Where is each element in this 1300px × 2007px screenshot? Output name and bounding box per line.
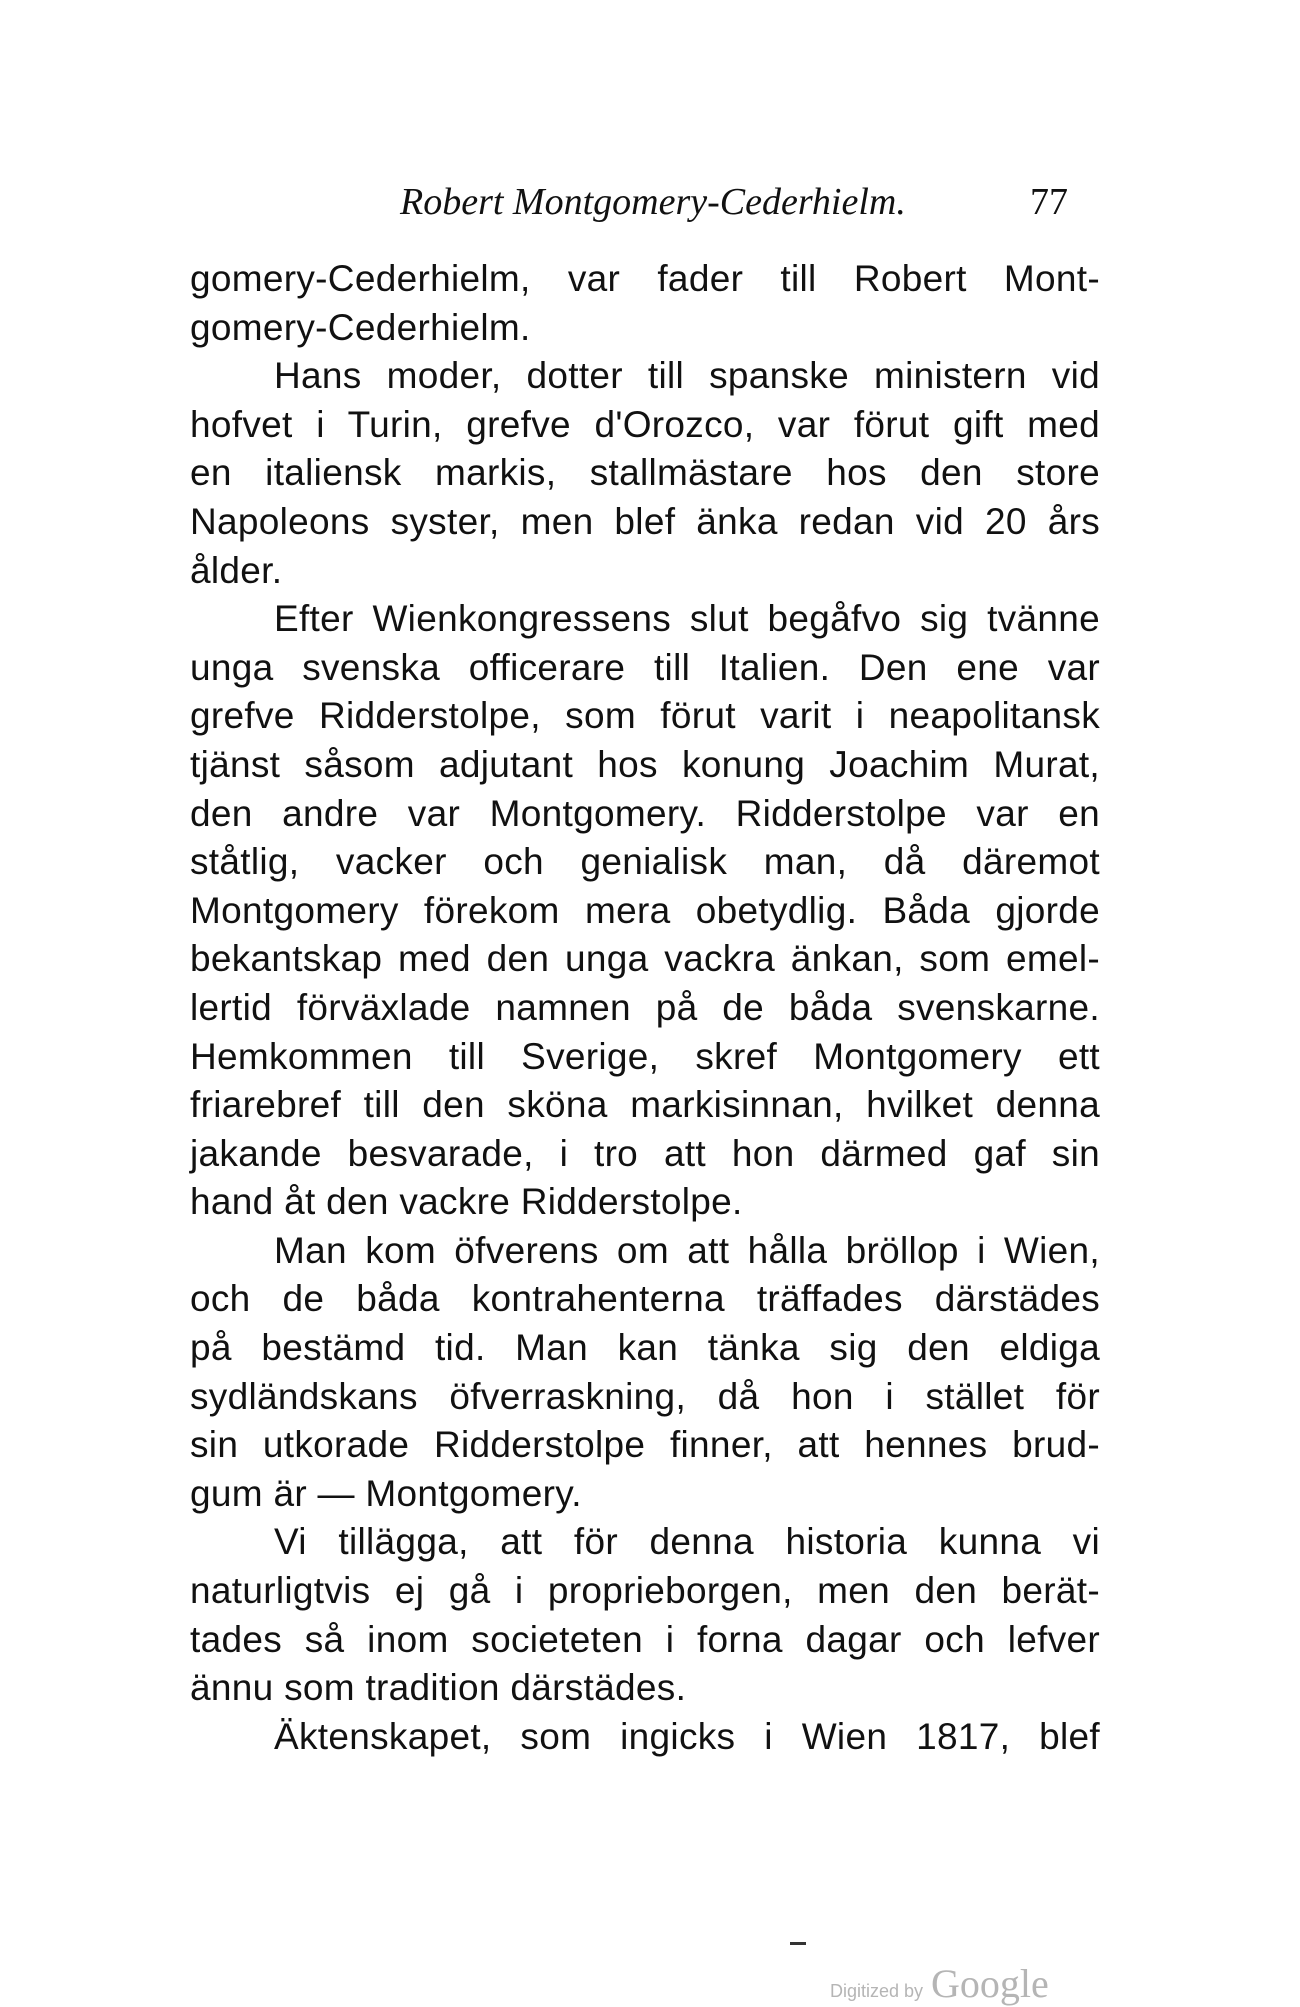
text-line: på bestämd tid. Man kan tänka sig den eldiga bbox=[190, 1327, 1100, 1369]
text-line: sydländskans öfverraskning, då hon i stället för bbox=[190, 1375, 1100, 1417]
paragraph-6 bbox=[190, 1713, 1100, 1762]
text-line: tades så inom societeten i forna dagar och lefver bbox=[190, 1618, 1100, 1660]
text-line: friarebref till den sköna markisinnan, hvilket denna bbox=[190, 1084, 1100, 1126]
text-line: sin utkorade Ridderstolpe finner, att hennes brud- bbox=[190, 1424, 1100, 1466]
text-line: ålder. bbox=[190, 549, 283, 591]
paragraph-5 bbox=[190, 1518, 1100, 1712]
text-line: naturligtvis ej gå i proprieborgen, men den berät- bbox=[190, 1570, 1100, 1612]
text-line: Vi tillägga, att för denna historia kunna vi bbox=[274, 1521, 1100, 1563]
text-line: Montgomery förekom mera obetydlig. Båda gjorde bbox=[190, 889, 1100, 931]
text-line: hand åt den vackre Ridderstolpe. bbox=[190, 1181, 743, 1223]
text-line: Napoleons syster, men blef änka redan vid 20 års bbox=[190, 500, 1100, 542]
paragraph-3 bbox=[190, 595, 1100, 1227]
text-line: Äktenskapet, som ingicks i Wien 1817, blef bbox=[274, 1715, 1100, 1757]
text-line: gomery-Cederhielm, var fader till Robert Mont- bbox=[190, 258, 1100, 299]
text-line: ståtlig, vacker och genialisk man, då däremot bbox=[190, 841, 1100, 883]
text-line: gomery-Cederhielm. bbox=[190, 306, 531, 348]
text-line: tjänst såsom adjutant hos konung Joachim Murat, bbox=[190, 743, 1100, 785]
google-logo: Google bbox=[931, 1961, 1049, 2006]
paragraph-2 bbox=[190, 352, 1100, 595]
paragraph-1 bbox=[190, 255, 1100, 352]
text-line: jakande besvarade, i tro att hon därmed gaf sin bbox=[190, 1132, 1100, 1174]
body-text bbox=[190, 255, 1100, 1761]
text-line: Efter Wienkongressens slut begåfvo sig tvänne bbox=[274, 598, 1100, 640]
text-line: grefve Ridderstolpe, som förut varit i neapolitansk bbox=[190, 695, 1100, 737]
text-line: gum är — Montgomery. bbox=[190, 1472, 582, 1514]
text-line: ännu som tradition därstädes. bbox=[190, 1667, 687, 1709]
stray-mark bbox=[790, 1942, 806, 1945]
text-line: en italiensk markis, stallmästare hos den store bbox=[190, 452, 1100, 494]
text-line: och de båda kontrahenterna träffades därstädes bbox=[190, 1278, 1100, 1320]
digitized-watermark bbox=[830, 1960, 1049, 2006]
text-line: bekantskap med den unga vackra änkan, som emel- bbox=[190, 938, 1100, 980]
text-line: Man kom öfverens om att hålla bröllop i Wien, bbox=[274, 1229, 1100, 1271]
running-head bbox=[0, 172, 1300, 232]
text-line: Hans moder, dotter till spanske ministern vid bbox=[274, 355, 1100, 397]
text-line: lertid förväxlade namnen på de båda svenskarne. bbox=[190, 986, 1100, 1028]
text-line: hofvet i Turin, grefve d'Orozco, var förut gift med bbox=[190, 403, 1100, 445]
text-line: unga svenska officerare till Italien. Den ene var bbox=[190, 646, 1100, 688]
watermark-prefix: Digitized by bbox=[830, 1981, 924, 2001]
page-number: 77 bbox=[1030, 181, 1068, 223]
text-line: Hemkommen till Sverige, skref Montgomery ett bbox=[190, 1035, 1100, 1077]
running-title: Robert Montgomery-Cederhielm. bbox=[400, 181, 906, 223]
text-line: den andre var Montgomery. Ridderstolpe var en bbox=[190, 792, 1100, 834]
paragraph-4 bbox=[190, 1227, 1100, 1519]
